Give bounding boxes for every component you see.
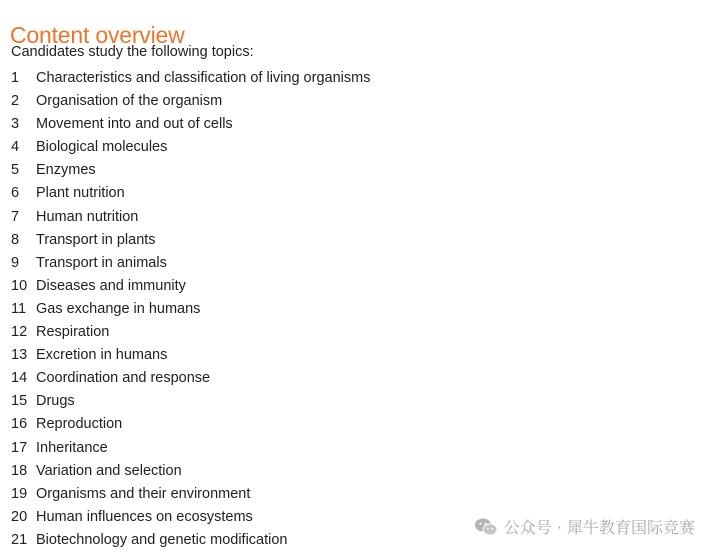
topic-label: Inheritance: [36, 439, 108, 456]
topic-label: Transport in plants: [36, 231, 156, 248]
topic-label: Transport in animals: [36, 254, 167, 271]
topic-label: Drugs: [36, 393, 75, 410]
topic-number: 17: [11, 439, 28, 456]
topic-label: Coordination and response: [36, 370, 211, 387]
topic-number: 15: [11, 393, 28, 410]
topic-label: Organisms and their environment: [36, 485, 251, 502]
watermark: [474, 515, 695, 538]
topic-label: Respiration: [36, 324, 110, 341]
watermark-text: 公众号 · 犀牛教育国际竞赛: [503, 518, 695, 537]
topic-number: 3: [11, 116, 20, 133]
topic-number: 4: [11, 139, 20, 156]
topic-label: Diseases and immunity: [36, 277, 186, 294]
topic-number: 10: [11, 277, 28, 294]
topic-label: Movement into and out of cells: [36, 116, 233, 133]
topic-label: Characteristics and classification of living organisms: [36, 70, 371, 86]
topic-number: 11: [11, 300, 27, 317]
topic-number: 8: [11, 231, 20, 248]
topic-label: Enzymes: [36, 162, 96, 179]
topic-label: Gas exchange in humans: [36, 300, 201, 317]
topic-label: Human influences on ecosystems: [36, 508, 253, 525]
topic-number: 19: [11, 485, 28, 502]
topic-number: 18: [11, 462, 28, 479]
topic-number: 16: [11, 416, 28, 433]
topic-number: 12: [11, 324, 28, 341]
topic-label: Biotechnology and genetic modification: [36, 531, 288, 548]
topic-label: Biological molecules: [36, 139, 168, 156]
topic-number: 1: [11, 70, 20, 86]
topic-number: 20: [11, 508, 28, 525]
topic-label: Organisation of the organism: [36, 93, 223, 110]
topic-label: Reproduction: [36, 416, 123, 433]
topic-number: 5: [11, 162, 20, 179]
wechat-icon: [474, 517, 498, 537]
topic-number: 6: [11, 185, 20, 202]
topic-number: 9: [11, 254, 20, 271]
topic-number: 13: [11, 347, 28, 364]
topic-number: 14: [11, 370, 28, 387]
topic-number: 21: [11, 531, 28, 548]
topic-number: 2: [11, 93, 20, 110]
intro-text: Candidates study the following topics:: [11, 44, 254, 60]
topic-label: Excretion in humans: [36, 347, 168, 364]
topic-label: Plant nutrition: [36, 185, 125, 202]
topic-number: 7: [11, 208, 20, 225]
topic-label: Human nutrition: [36, 208, 139, 225]
topic-label: Variation and selection: [36, 462, 182, 479]
page-title: Content overview: [10, 22, 185, 49]
